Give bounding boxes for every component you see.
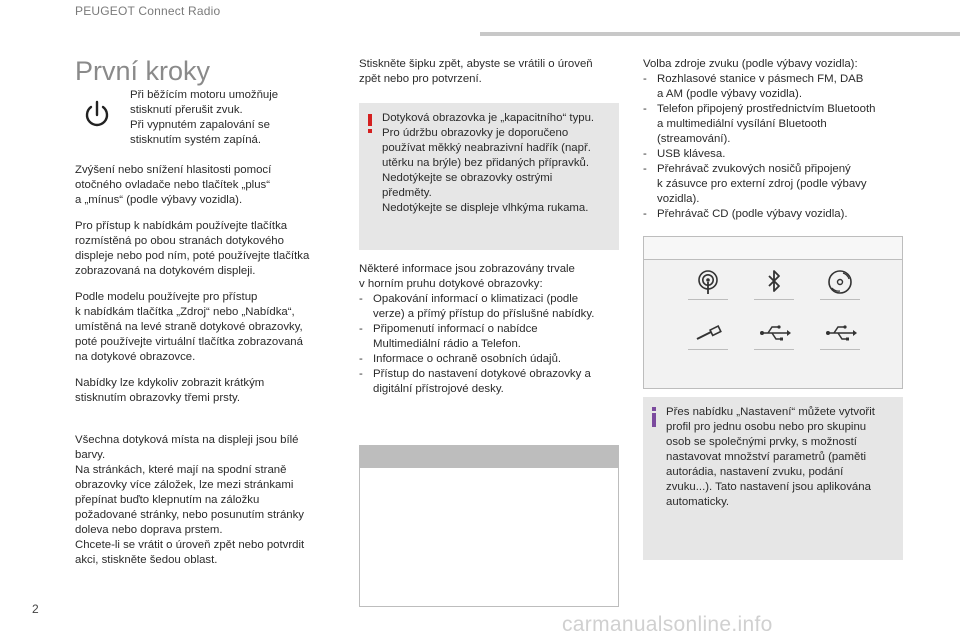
text-line: Pro přístup k nabídkám používejte tlačítka — [75, 220, 288, 232]
usb-underline — [754, 349, 794, 350]
text-line: používat měkký neabrazivní hadřík (např. — [382, 142, 591, 154]
watermark: carmanualsonline.info — [562, 613, 773, 636]
text-line: rozmístěná po obou stranách dotykového — [75, 235, 284, 247]
info-icon-dot — [652, 407, 656, 411]
text-line: - Informace o ochraně osobních údajů. — [373, 353, 562, 365]
text-line: Podle modelu používejte pro přístup — [75, 291, 258, 303]
list-item — [643, 102, 875, 147]
text-line: otočného ovladače nebo tlačítek „plus“ — [75, 179, 271, 191]
text-line: doleva nebo doprava prstem. — [75, 524, 223, 536]
text-line: barvy. — [75, 449, 106, 461]
list-item — [359, 322, 594, 352]
text-line: - Opakování informací o klimatizaci (podle — [373, 293, 579, 305]
text-line: a „mínus“ (podle výbavy vozidla). — [75, 194, 243, 206]
cd-icon — [820, 267, 860, 299]
text-line: digitální přístrojové desky. — [373, 383, 504, 395]
source-selection-panel — [643, 236, 903, 389]
source-list — [643, 72, 875, 222]
text-line: - Telefon připojený prostřednictvím Bluetooth — [657, 103, 876, 115]
text-line: - Přehrávač zvukových nosičů připojený — [657, 163, 851, 175]
text-line: umístěná na levé straně dotykové obrazovky, — [75, 321, 303, 333]
power-description — [130, 88, 278, 148]
source-panel-top-strip — [644, 237, 902, 260]
text-line: verze) a přímý přístup do příslušné nabídky. — [373, 308, 595, 320]
screen-illustration — [359, 445, 619, 607]
text-line: přepínat buďto klepnutím na záložku — [75, 494, 260, 506]
three-finger-paragraph — [75, 376, 264, 406]
text-line: předměty. — [382, 187, 432, 199]
text-line: Při vypnutém zapalování se — [130, 119, 270, 131]
text-line: Některé informace jsou zobrazovány trvale — [359, 263, 575, 275]
list-item — [359, 352, 594, 367]
text-line: profil pro jednu osobu nebo pro skupinu — [666, 421, 867, 433]
text-line: utěrku na brýle) bez přidaných přípravků. — [382, 157, 590, 169]
text-line: - Přehrávač CD (podle výbavy vozidla). — [657, 208, 848, 220]
info-list — [359, 292, 594, 397]
aux-underline — [688, 349, 728, 350]
text-line: akci, stiskněte šedou oblast. — [75, 554, 218, 566]
usb-underline — [820, 349, 860, 350]
header-rule — [480, 32, 960, 36]
list-item — [643, 147, 875, 162]
bluetooth-icon — [754, 267, 794, 299]
volume-paragraph — [75, 163, 271, 208]
page-title: První kroky — [75, 56, 211, 86]
text-line: a AM (podle výbavy vozidla). — [657, 88, 802, 100]
back-paragraph — [359, 57, 593, 87]
text-line: - Připomenutí informací o nabídce — [373, 323, 538, 335]
text-line: automaticky. — [666, 496, 730, 508]
text-line: Chcete-li se vrátit o úroveň zpět nebo potvrdit — [75, 539, 305, 551]
text-line: stisknutí přerušit zvuk. — [130, 104, 243, 116]
text-line: stisknutím systém zapíná. — [130, 134, 262, 146]
text-line: osob se společnými prvky, s možností — [666, 436, 857, 448]
text-line: Zvýšení nebo snížení hlasitosti pomocí — [75, 164, 272, 176]
menus-paragraph — [75, 219, 309, 279]
list-item — [359, 367, 594, 397]
text-line: k zásuvce pro externí zdroj (podle výbavy — [657, 178, 867, 190]
text-line: autorádia, nastavení zvuku, podání — [666, 466, 844, 478]
warning-icon-dot — [368, 129, 372, 133]
cd-underline — [820, 299, 860, 300]
source-intro — [643, 57, 858, 72]
text-line: - Rozhlasové stanice v pásmech FM, DAB — [657, 73, 864, 85]
text-line: (streamování). — [657, 133, 731, 145]
text-line: k nabídkám tlačítka „Zdroj“ nebo „Nabídka“, — [75, 306, 295, 318]
text-line: nastavovat množství parametrů (paměti — [666, 451, 867, 463]
text-line: stisknutím obrazovky třemi prsty. — [75, 392, 240, 404]
text-line: displeje nebo pod ním, poté používejte tlačítka — [75, 250, 310, 262]
touch-paragraph — [75, 433, 304, 568]
usb-icon — [820, 317, 860, 349]
text-line: Všechna dotyková místa na displeji jsou bílé — [75, 434, 299, 446]
text-line: zvuku...). Tato nastavení jsou aplikována — [666, 481, 871, 493]
text-line: obrazovky více záložek, lze mezi stránkami — [75, 479, 294, 491]
text-line: Na stránkách, které mají na spodní straně — [75, 464, 287, 476]
warning-icon — [368, 114, 372, 126]
text-line: Multimediální rádio a Telefon. — [373, 338, 521, 350]
info-intro — [359, 262, 575, 292]
text-line: Volba zdroje zvuku (podle výbavy vozidla): — [643, 58, 858, 70]
text-line: Při běžícím motoru umožňuje — [130, 89, 279, 101]
list-item — [643, 72, 875, 102]
text-line: vozidla). — [657, 193, 700, 205]
text-line: Nabídky lze kdykoliv zobrazit krátkým — [75, 377, 265, 389]
list-item — [643, 162, 875, 207]
info-box-text — [666, 405, 875, 510]
text-line: Stiskněte šipku zpět, abyste se vrátili o úroveň — [359, 58, 593, 70]
list-item — [359, 292, 594, 322]
text-line: Nedotýkejte se obrazovky ostrými — [382, 172, 553, 184]
text-line: Dotyková obrazovka je „kapacitního“ typu. — [382, 112, 595, 124]
text-line: v horním pruhu dotykové obrazovky: — [359, 278, 543, 290]
text-line: Nedotýkejte se displeje vlhkýma rukama. — [382, 202, 589, 214]
aux-jack-icon — [688, 317, 728, 349]
text-line: Pro údržbu obrazovky je doporučeno — [382, 127, 569, 139]
text-line: - USB klávesa. — [657, 148, 726, 160]
text-line: na dotykové obrazovce. — [75, 351, 196, 363]
power-icon — [82, 100, 112, 130]
text-line: Přes nabídku „Nastavení“ můžete vytvořit — [666, 406, 875, 418]
warning-text — [382, 111, 594, 216]
text-line: zpět nebo pro potvrzení. — [359, 73, 482, 85]
radio-icon — [688, 267, 728, 299]
text-line: a multimediální vysílání Bluetooth — [657, 118, 827, 130]
text-line: zobrazovaná na dotykovém displeji. — [75, 265, 256, 277]
page-number: 2 — [32, 602, 39, 616]
bluetooth-underline — [754, 299, 794, 300]
screen-illustration-top-bar — [360, 446, 618, 468]
model-paragraph — [75, 290, 303, 365]
header-title: PEUGEOT Connect Radio — [75, 4, 221, 18]
list-item — [643, 207, 875, 222]
radio-underline — [688, 299, 728, 300]
text-line: - Přístup do nastavení dotykové obrazovky a — [373, 368, 591, 380]
text-line: požadované stránky, nebo posunutím stránky — [75, 509, 305, 521]
info-icon — [652, 413, 656, 427]
usb-icon — [754, 317, 794, 349]
text-line: poté používejte virtuální tlačítka zobrazovaná — [75, 336, 303, 348]
